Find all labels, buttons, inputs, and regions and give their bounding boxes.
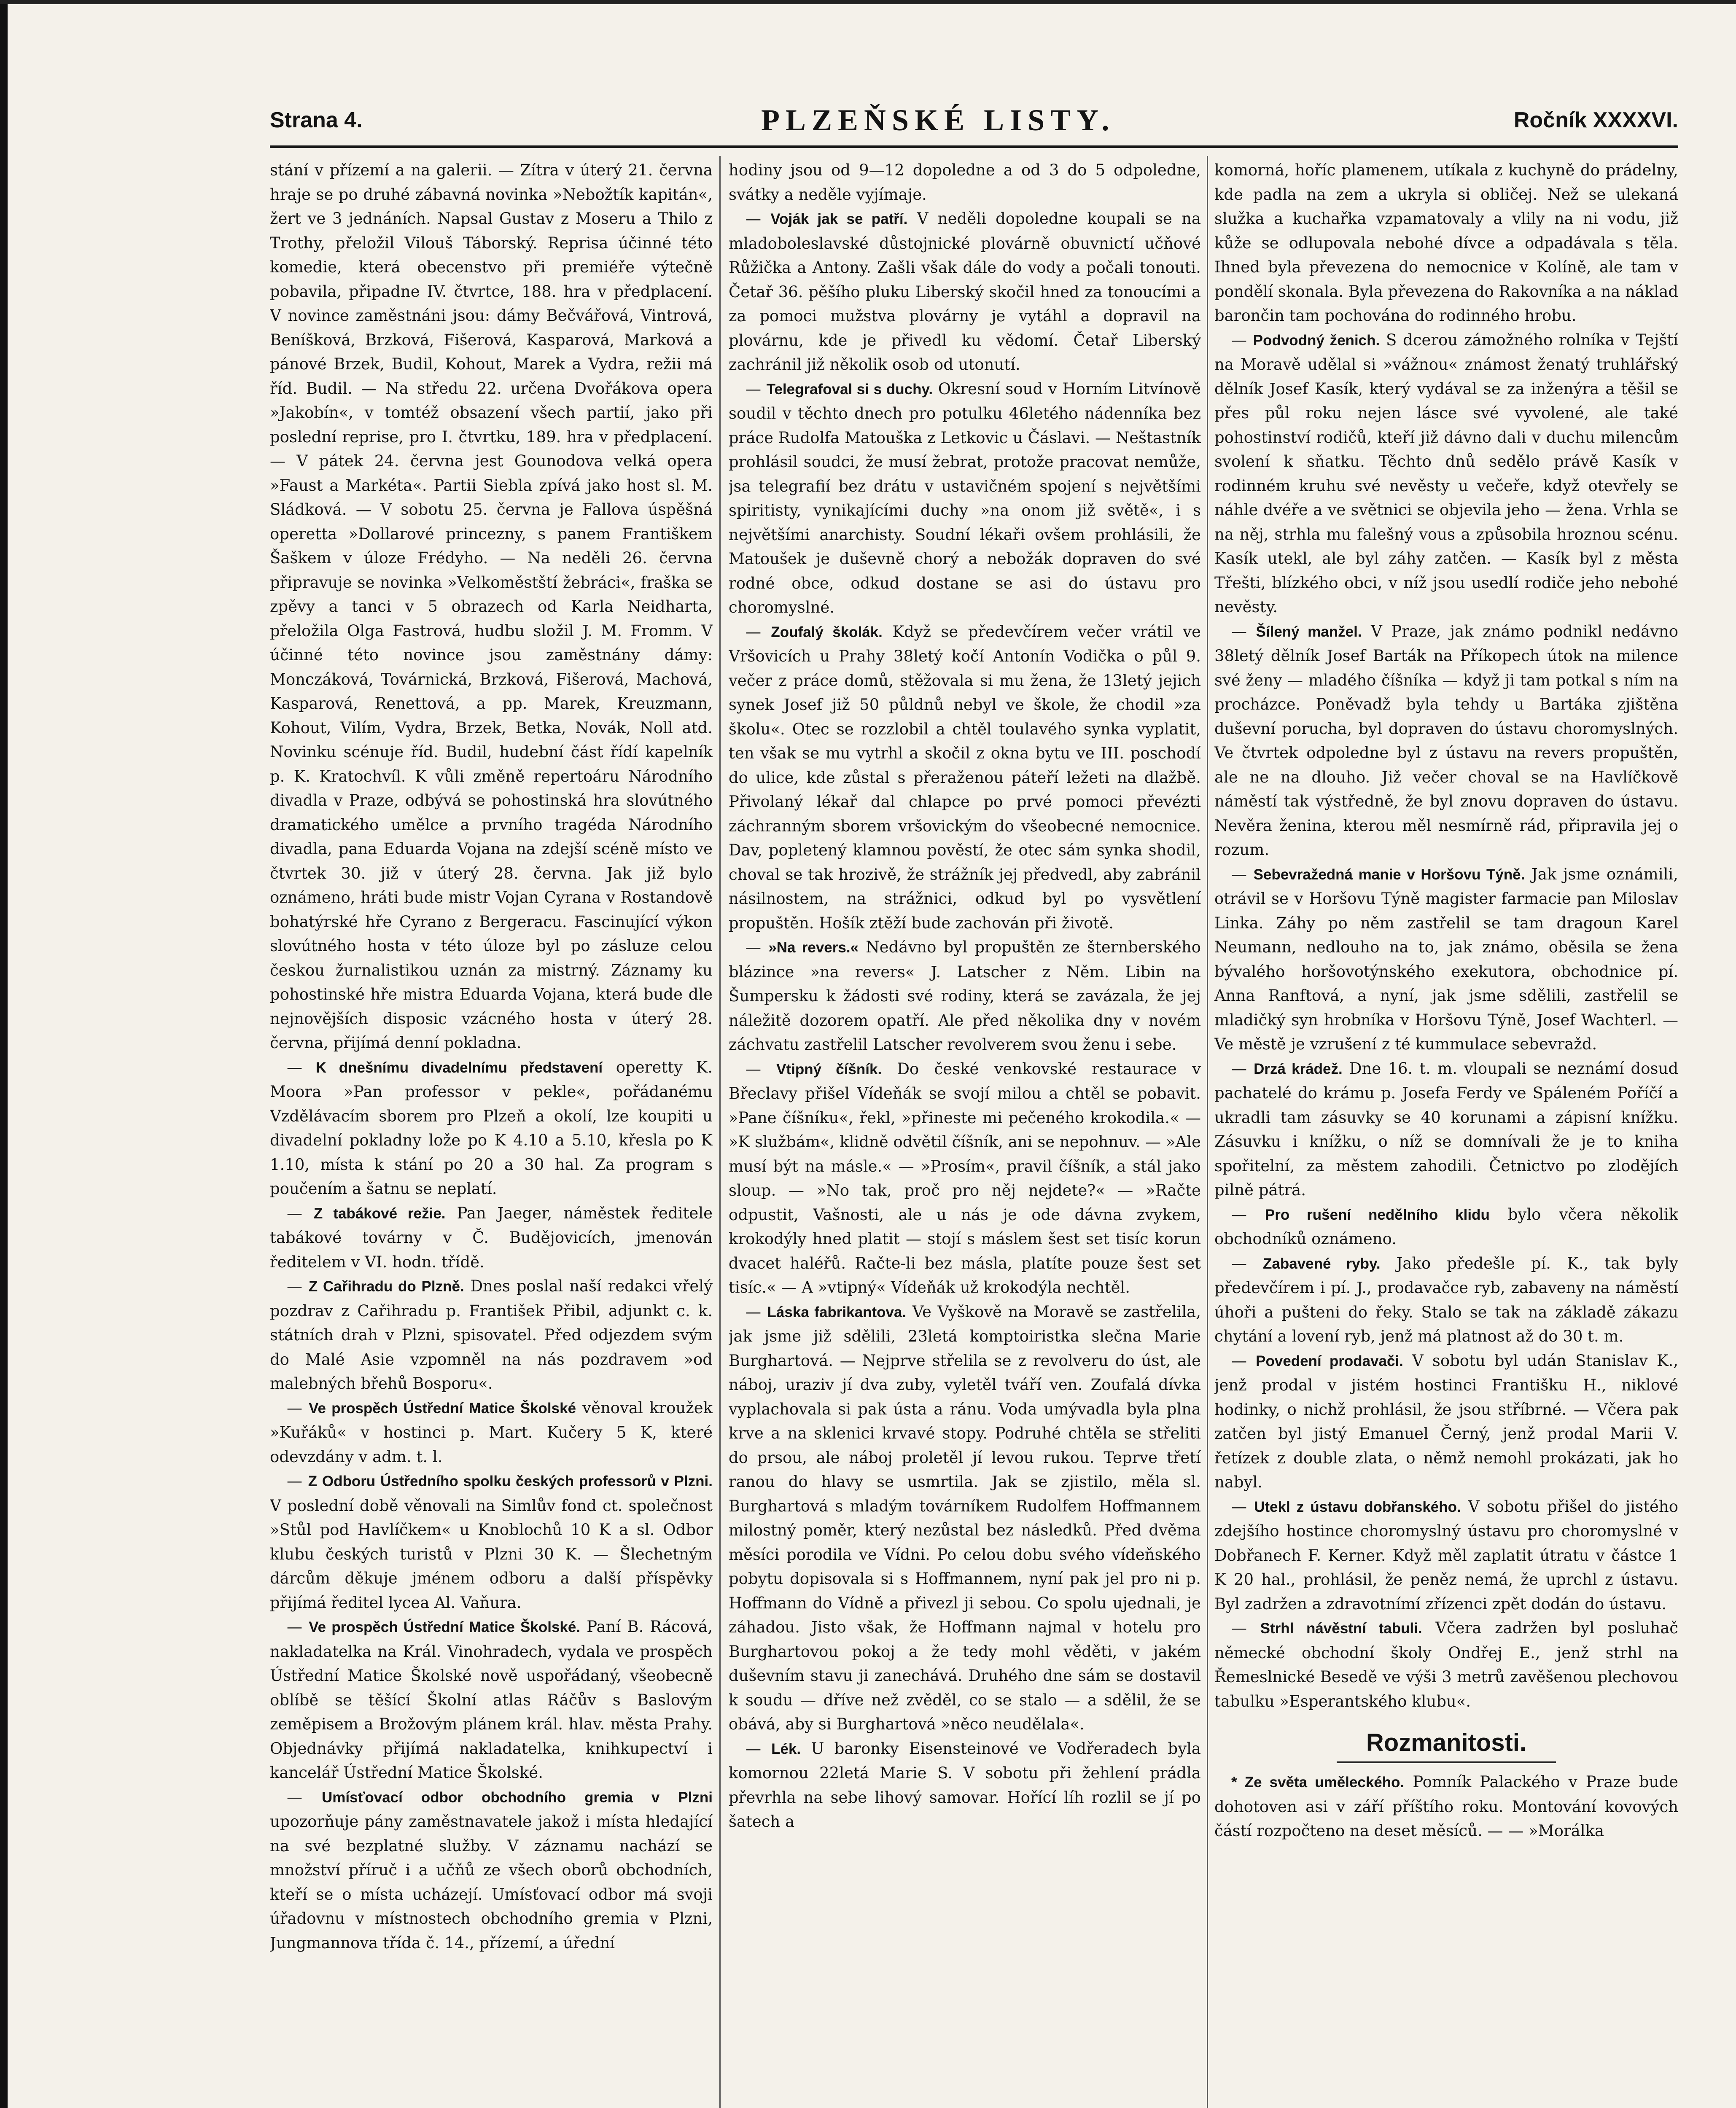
news-text: upozorňuje pány zaměstnavatele jakož i místa hledající na své bezplatné služby. V záznamu nachází se množství příruč i a učňů ze všech oborů obchodních, kteří se o místa ucházejí. Umísťovací odbor má svoji úřadovnu v místnostech obchodního gremia v Plzni, Jungmannova třída č. 14., přízemí, a úřední [270,1812,713,1952]
news-headline: Telegrafoval si s duchy. [766,381,933,398]
news-item [729,1737,1201,1834]
news-text: hodiny jsou od 9—12 dopoledne a od 3 do 5 odpoledne, svátky a neděle vyjímaje. [729,161,1201,204]
news-text: komorná, hoříc plamenem, utíkala z kuchyně do prádelny, kde padla na zem a ukryla si obličej. Než se ulekaná služka a kuchařka vzpamatovaly a vlily na ni vodu, již kůže se odlupovala nebohé dívce a odpadávala s těla. Ihned byla převezena do nemocnice v Kolíně, ale tam v pondělí skonala. Byla převezena do Rakovníka a na náklad barončin tam pochována do rodinného hrobu. [1214,161,1678,325]
news-item [270,1615,713,1785]
news-text: V neděli dopoledne koupali se na mladoboleslavské důstojnické plovárně obuvnictí učňové Růžička a Antony. Zašli však dále do vody a počali tonouti. Četař 36. pěšího pluku Liberský skočil hned za tonoucími a za pomoci mužstva plovárny je vytáhl a dopravil na plovárnu, kde je přivedl ku vědomí. Četař Liberský zachránil již několik osob od utonutí. [729,210,1201,374]
column-2 [729,158,1201,2108]
item-dash: — [287,1618,309,1636]
item-dash: — [1231,622,1256,640]
volume-number: Ročník XXXXVI. [1513,108,1678,132]
item-dash: — [1231,1497,1254,1516]
item-dash: — [287,1277,309,1295]
section-title: Rozmanitosti. [1366,1729,1527,1756]
item-dash: — [1231,1351,1256,1370]
column-1 [270,158,713,2108]
news-item [270,1396,713,1469]
news-text: S dcerou zámožného rolníka v Tejští na Moravě udělal si »vážnou« známost ženatý truhlářský dělník Josef Kasík, který vydával se za inženýra a těšil se přes půl roku nejen lásce své vyvolené, ale také pohostinství rodičů, kteří již dávno dali v duchu milencům svolení k sňatku. Těchto dnů sedělo právě Kasík v rodinném kruhu své nevěsty u večeře, když otevřely se náhle dvéře a ve světnici se objevila jeho — žena. Vrhla se na něj, strhla mu falešný vous a způsobila hroznou scénu. Kasík utekl, ale byl záhy zatčen. — Kasík byl z města Třešti, blízkého obci, v níž jsou usedlí rodiče jeho nebohé nevěsty. [1214,331,1678,616]
column-divider [1207,156,1208,2108]
news-headline: Pro rušení nedělního klidu [1265,1206,1490,1223]
news-item [729,1300,1201,1737]
news-item [1214,328,1678,619]
news-item [1214,1202,1678,1251]
item-dash: — [287,1398,309,1417]
news-headline: »Na revers.« [768,939,859,956]
header-rule [270,145,1678,148]
news-headline: Umísťovací odbor obchodního gremia v Plzni [322,1789,713,1806]
news-headline: Zoufalý školák. [771,624,883,640]
scan-edge-top [0,0,1736,4]
news-text: věnoval kroužek »Kuřáků« v hostinci p. Mart. Kučery 5 K, které odevzdány v adm. t. l. [270,1398,713,1466]
news-item [1214,1495,1678,1616]
news-headline: Zabavené ryby. [1263,1255,1381,1272]
news-item [729,158,1201,207]
news-text: U baronky Eisensteinové ve Vodřeradech byla komornou 22letá Marie S. V sobotu při žehlení prádla převrhla na sebe lihový samovar. Hořící líh rozlil se jí po šatech a [729,1739,1201,1831]
news-item [729,207,1201,377]
column-3 [1214,158,1678,2108]
news-text: Do české venkovské restaurace v Břeclavy přišel Vídeňák se svojí milou a chtěl se pobavit. »Pane číšníku«, řekl, »přineste mi pečeného krokodila.« — »K službám«, klidně odvětil číšník, ani se nepohnuv. — »Ale musí být na másle.« — »Prosím«, pravil číšník, a stál jako sloup. — »No tak, proč pro něj nejdete?« — »Račte odpustit, Vašnosti, ale u nás je ode dávna zvykem, krokodýly hned platit — stojí s máslem šest set tisíc korun dvacet haléřů. Račte-li bez másla, platíte pouze šest set tisíc.« — A »vtipný« Vídeňák už krokodýla nechtěl. [729,1059,1201,1296]
news-text: Včera zadržen byl posluhač německé obchodní školy Ondřej E., jenž strhl na Řemeslnické Besedě ve výši 3 metrů zavěšenou plechovou tabulku »Esperantského klubu«. [1214,1619,1678,1710]
item-dash: — [746,1059,777,1078]
news-text: Pan Jaeger, náměstek ředitele tabákové továrny v Č. Budějovicích, jmenován ředitelem v VI. hodn. třídě. [270,1204,713,1271]
news-text: Jako předešle pí. K., tak byly předevčírem i pí. J., prodavačce ryb, zabaveny na náměstí úhoři a pušteni do řeky. Stalo se tak na základě zákazu chytání a lovení ryb, jenž má platnost až do 30 t. m. [1214,1254,1678,1345]
item-dash: — [1231,1254,1263,1272]
news-headline: Sebevražedná manie v Horšovu Týně. [1253,866,1525,883]
item-dash: — [1231,1205,1265,1223]
news-headline: Z Odboru Ústředního spolku českých professorů v Plzni. [308,1473,713,1490]
column-3-section-articles [1214,1770,1678,1843]
news-headline: Šílený manžel. [1256,623,1362,640]
item-dash: — [287,1204,314,1222]
news-item [1214,1251,1678,1349]
item-dash: — [746,1739,772,1758]
news-headline: Lék. [771,1740,801,1757]
news-item [729,377,1201,620]
item-dash: — [746,938,769,956]
item-dash: — [287,1472,308,1490]
item-dash: — [287,1788,322,1806]
news-headline: K dnešnímu divadelnímu představení [315,1059,603,1076]
item-dash: — [746,1302,767,1321]
news-item [1214,619,1678,862]
news-text: operetty K. Moora »Pan professor v pekle«, pořádanému Vzdělávacím sborem pro Plzeň a okolí, lze koupiti u divadelní pokladny lože po K 4.10 a 5.10, křesla po K 1.10, místa k stání po 20 a 30 hal. Za program s poučením a šatnu se neplatí. [270,1058,713,1198]
news-item [270,1201,713,1274]
news-text: V sobotu byl udán Stanislav K., jenž prodal v jistém hostinci Františku H., niklové hodinky, o nichž prohlásil, že jsou stříbrné. — Včera pak zatčen byl jistý Emanuel Černý, jenž prodal Marii V. řetízek z double zlata, o němž nemohl prokázati, jak ho nabyl. [1214,1351,1678,1491]
news-text: Pomník Palackého v Praze bude dohotoven asi v září příštího roku. Montování kovových částí rozpočteno na deset měsíců. — — »Morálka [1214,1773,1678,1840]
news-headline: Utekl z ústavu dobřanského. [1254,1498,1461,1515]
news-headline: Ve prospěch Ústřední Matice Školské. [309,1619,581,1635]
news-text: stání v přízemí a na galerii. — Zítra v úterý 21. června hraje se po druhé zábavná novinka »Nebožtík kapitán«, žert ve 3 jednáních. Napsal Gustav z Moseru a Thilo z Trothy, přeložil Vilouš Táborský. Reprisa účinné této komedie, která obecenstvo při premiéře výtečně pobavila, připadne IV. čtvrtce, 188. hra v předplacení. V novince zaměstnáni jsou: dámy Bečvářová, Vintrová, Beníšková, Brzková, Fišerová, Kasparová, Marková a pánové Brzek, Budil, Kohout, Marek a Vydra, režii má říd. Budil. — Na středu 22. určena Dvořákova opera »Jakobín«, v tomtéž obsazení všech partií, jako při poslední reprise, pro I. čtvrtku, 189. hra v předplacení. — V pátek 24. června jest Gounodova velká opera »Faust a Markéta«. Partii Siebla zpívá jako host sl. M. Sládková. — V sobotu 25. června je Fallova úspěšná operetta »Dollarové princezny, s panem Františkem Šaškem v úloze Frédyho. — Na neděli 26. června připravuje se novinka »Velkoměstští žebráci«, fraška se zpěvy a tanci v 5 obrazech od Karla Neidharta, přeložila Olga Fastrová, hudbu složil J. M. Fromm. V účinné této novince jsou zaměstnány dámy: Monczáková, Továrnická, Brzková, Fišerová, Machová, Kasparová, Renettová, a pp. Marek, Kreuzmann, Kohout, Vilím, Vydra, Brzek, Betka, Novák, Noll atd. Novinku scénuje říd. Budil, hudební část řídí kapelník p. K. Kratochvíl. K vůli změně repertoáru Národního divadla v Praze, odbývá se pohostinská hra slovútného dramatického umělce a prvního tragéda Národního divadla, pana Eduarda Vojana na zdejší scéně místo ve čtvrtek 30. již v úterý 28. června. Jak již bylo oznámeno, hráti bude mistr Vojan Cyrana v Rostandově bohatýrské hře Cyrano z Bergeracu. Fascinující výkon slovútného hosta v této úloze byl po zásluze celou českou žurnalistikou uznán za mistrný. Záznamy ku pohostinské hře mistra Eduarda Vojana, která bude dle nejnovějších disposic vzácného hosta v úterý 28. června, přijímá denní pokladna. [270,161,713,1052]
item-dash: — [1231,865,1254,883]
news-item [270,1274,713,1396]
item-dash: — [746,210,771,228]
item-dash: — [1231,331,1253,349]
news-headline: Z tabákové režie. [314,1205,446,1222]
news-text: Dne 16. t. m. vloupali se neznámí dosud pachatelé do krámu p. Josefa Ferdy ve Spáleném Poříčí a ukradli tam zásuvky se 40 korunami a zápisní knížku. Zásuvku i knížku, o níž se domnívali že je to kniha spořitelní, za městem zahodili. Četnictvo po zlodějích pilně pátrá. [1214,1059,1678,1199]
page-header [270,97,1678,143]
news-headline: Podvodný ženich. [1253,332,1380,349]
column-divider [719,156,721,2108]
news-item [1214,158,1678,328]
news-item [270,1055,713,1201]
news-item [270,1469,713,1615]
masthead-title: PLZEŇSKÉ LISTY. [761,103,1115,137]
news-text: V poslední době věnovali na Simlův fond ct. společnost »Stůl pod Havlíčkem« u Knoblochů 10 K a sl. Odbor klubu českých turistů v Plzni 30 K. — Šlechetným dárcům děkuje jménem odboru a další příspěvky přijímá ředitel lycea Al. Vaňura. [270,1496,713,1612]
news-text: Když se předevčírem večer vrátil ve Vršovicích u Prahy 38letý kočí Antonín Vodička o půl 9. večer z práce domů, stěžovala si mu žena, že 13letý jejich synek Josef již 50 půldnů nebyl ve škole, že chodil »za školu«. Otec se rozzlobil a chtěl toulavého synka vyplatit, ten však se mu vytrhl a skočil z okna bytu ve III. poschodí do ulice, kde zůstal s přeraženou páteří ležeti na dlažbě. Přivolaný lékař dal chlapce po prvé pomoci převézti záchranným sborem vršovickým do všeobecné nemocnice. Dav, popletený klamnou pověstí, že otec sám synka shodil, choval se tak hrozivě, že strážník jej předvedl, aby zabránil násilnostem, na strážnici, odkud byl po vysvětlení propuštěn. Hošík ztěží bude zachován při životě. [729,622,1201,932]
news-text: Ve Vyškově na Moravě se zastřelila, jak jsme již sdělili, 23letá komptoiristka slečna Marie Burghartová. — Nejprve střelila se z revolveru do úst, ale náboj, uraziv jí dva zuby, vyletěl tváří ven. Zoufalá dívka vyplachovala si pak ústa a ránu. Voda umývadla byla plna krve a na sklenici krvavé stopy. Podruhé chtěla se střeliti do prsou, ale náboj proletěl jí levou rukou. Teprve třetí ranou do hlavy se usmrtila. Jak se zjistilo, měla sl. Burghartová s mladým továrníkem Rudolfem Hoffmannem milostný poměr, který nezůstal bez následků. Před dvěma měsíci porodila ve Vídni. Po celou dobu svého vídeňského pobytu dopisovala si s Hoffmannem, nyní pak jel pro ni p. Hoffmann do Vídně a přivezl ji sebou. Co spolu ujednali, je záhadou. Jisto však, že Hoffmann najmal v hotelu pro Burghartovou pokoj a že tedy mohl věděti, v jakém duševním stavu ji zanechává. Druhého dne sám se dostavil k soudu — dříve než zvěděl, co se stalo — a sdělil, že se obává, aby si Burghartová »něco neudělala«. [729,1302,1201,1733]
news-item [1214,1057,1678,1202]
news-headline: Povedení prodavači. [1256,1352,1403,1369]
news-headline: Ve prospěch Ústřední Matice Školské [309,1400,576,1417]
news-item [1214,1616,1678,1713]
column-3-articles [1214,158,1678,1713]
news-item [1214,1770,1678,1843]
news-item [729,620,1201,936]
item-dash: — [746,379,767,398]
news-headline: Drzá krádež. [1254,1060,1343,1077]
news-text: V Praze, jak známo podnikl nedávno 38letý dělník Josef Barták na Příkopech útok na milence své ženy — mladého číšníka — když ji tam potkal s ním na procházce. Poněvadž byla tehdy u Bartáka zjištěna duševní porucha, byl dopraven do ústavu choromyslných. Ve čtvrtek odpoledne byl z ústavu na revers propuštěn, ale ne na dlouho. Již večer choval se na Havlíčkově náměstí tak výstředně, že byl znovu dopraven do ústavu. Nevěra ženina, kterou měl nesmírně rád, připravila jej o rozum. [1214,622,1678,859]
news-item [270,1785,713,1955]
page-number: Strana 4. [270,108,363,132]
news-item [729,1057,1201,1300]
item-dash: — [1231,1059,1254,1078]
news-text: Jak jsme oznámili, otrávil se v Horšovu Týně magister farmacie pan Miloslav Linka. Záhy po něm zastřelil se tam dragoun Karel Neumann, nedlouho na to, jak známo, oběsila se žena bývalého horšovotýnského exekutora, obchodnice pí. Anna Ranftová, a nyní, jak jsme sdělili, zastřelil se mladičký syn hrobníka v Horšovu Týně, Josef Wachterl. — Ve městě je vzrušení z té kummulace sebevražd. [1214,865,1678,1053]
news-item [1214,1349,1678,1495]
news-text: Paní B. Rácová, nakladatelka na Král. Vinohradech, vydala ve prospěch Ústřední Matice Školské nově uspořádaný, všeobecně oblíbě se těšící Školní atlas Ráčův s Baslovým zeměpisem a Brožovým plánem král. hlav. města Prahy. Objednávky přijímá nakladatelka, knihkupectví i kancelář Ústřední Matice Školské. [270,1618,713,1782]
news-headline: Strhl návěstní tabuli. [1260,1620,1422,1637]
news-item [270,158,713,1055]
news-text: Nedávno byl propuštěn ze šternberského blázince »na revers« J. Latscher z Něm. Libin na Šumpersku k žádosti své rodiny, která se zavázala, že jej náležitě dozorem opatří. Ale před několika dny v novém záchvatu zastřelil Latscher revolverem svou ženu i sebe. [729,938,1201,1054]
news-headline: Z Cařihradu do Plzně. [308,1278,464,1295]
news-text: Dnes poslal naší redakci vřelý pozdrav z Cařihradu p. František Přibil, adjunkt c. k. státních drah v Plzni, spisovatel. Před odjezdem svým do Malé Asie vzpomněl na nás pozdravem »od malebných břehů Bosporu«. [270,1277,713,1393]
news-text: Okresní soud v Horním Litvínově soudil v těchto dnech pro potulku 46letého nádenníka bez práce Rudolfa Matouška z Letkovic u Čáslavi. — Neštastník prohlásil soudci, že musí žebrat, protože pracovat nemůže, jsa telegrafií bez drátu v ustavičném spojení s největšími spiritisty, vynikajícími duchy »na onom již světě«, i s největšími anarchisty. Soudní lékaři ovšem prohlásili, že Matoušek je duševně chorý a nebožák dopraven do své rodné obce, odkud dostane se asi do ústavu pro choromyslné. [729,379,1201,616]
scan-edge-left [0,0,8,2108]
news-text: V sobotu přišel do jistého zdejšího hostince choromyslný ústavu pro choromyslné v Dobřanech F. Kerner. Když měl zaplatit útratu v částce 1 K 20 hal., prohlásil, že peněz nemá, že uprchl z ústavu. Byl zadržen a zdravotnímí zřízenci zpět dodán do ústavu. [1214,1497,1678,1613]
item-dash: — [746,622,771,641]
section-rule [1337,1761,1556,1763]
item-dash: — [287,1058,316,1076]
news-text: bylo včera několik obchodníků oznámeno. [1214,1205,1678,1248]
news-headline: Voják jak se patří. [770,211,908,227]
news-headline: Láska fabrikantova. [767,1304,907,1320]
news-item [1214,862,1678,1057]
news-item [729,935,1201,1057]
item-dash: — [1231,1619,1260,1637]
news-headline: Vtipný číšník. [776,1061,882,1078]
news-headline: * Ze světa uměleckého. [1231,1774,1405,1791]
